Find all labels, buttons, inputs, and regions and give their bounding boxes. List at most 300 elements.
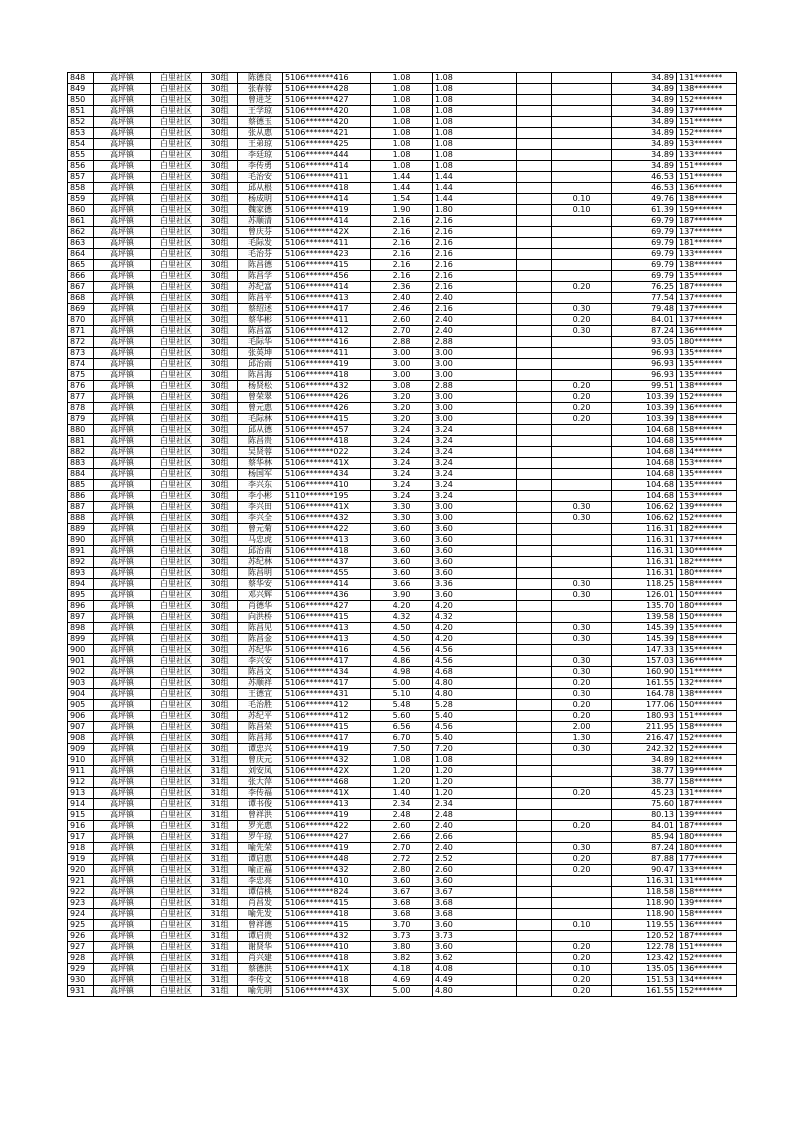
cell-area-b	[517, 161, 552, 172]
cell-name: 谭信桃	[238, 887, 283, 898]
cell-area-b	[517, 986, 552, 997]
cell-town: 高坪镇	[94, 128, 151, 139]
cell-town: 高坪镇	[94, 84, 151, 95]
cell-area-b	[517, 95, 552, 106]
cell-area-c	[552, 271, 612, 282]
cell-area-c	[552, 128, 612, 139]
cell-id-number: 5106*******448	[283, 854, 371, 865]
cell-phone: 182*******	[677, 524, 737, 535]
cell-group: 30组	[202, 150, 238, 161]
cell-group: 30组	[202, 326, 238, 337]
cell-row-index: 926	[68, 931, 94, 942]
cell-area-b	[517, 348, 552, 359]
cell-row-index: 851	[68, 106, 94, 117]
cell-area-a: 2.40	[433, 326, 517, 337]
table-row	[68, 183, 737, 194]
cell-area-a: 1.08	[433, 128, 517, 139]
cell-area-a: 3.60	[433, 524, 517, 535]
cell-area-a: 3.24	[433, 480, 517, 491]
cell-area-b	[517, 788, 552, 799]
cell-community: 白里社区	[151, 359, 202, 370]
cell-community: 白里社区	[151, 887, 202, 898]
cell-town: 高坪镇	[94, 150, 151, 161]
cell-total-area: 3.60	[371, 557, 433, 568]
cell-group: 30组	[202, 425, 238, 436]
cell-amount: 80.13	[612, 810, 677, 821]
cell-area-c	[552, 601, 612, 612]
cell-phone: 135*******	[677, 370, 737, 381]
cell-area-b	[517, 392, 552, 403]
cell-total-area: 3.24	[371, 480, 433, 491]
cell-town: 高坪镇	[94, 568, 151, 579]
cell-community: 白里社区	[151, 612, 202, 623]
table-row	[68, 623, 737, 634]
cell-phone: 139*******	[677, 898, 737, 909]
table-row	[68, 634, 737, 645]
cell-town: 高坪镇	[94, 161, 151, 172]
cell-amount: 87.88	[612, 854, 677, 865]
cell-phone: 135*******	[677, 645, 737, 656]
cell-town: 高坪镇	[94, 194, 151, 205]
cell-community: 白里社区	[151, 909, 202, 920]
cell-group: 30组	[202, 469, 238, 480]
table-row	[68, 447, 737, 458]
cell-amount: 69.79	[612, 238, 677, 249]
table-row	[68, 689, 737, 700]
cell-group: 30组	[202, 502, 238, 513]
cell-group: 30组	[202, 337, 238, 348]
cell-phone: 152*******	[677, 513, 737, 524]
cell-area-a: 2.40	[433, 293, 517, 304]
cell-area-b	[517, 205, 552, 216]
cell-row-index: 895	[68, 590, 94, 601]
cell-area-b	[517, 722, 552, 733]
cell-row-index: 909	[68, 744, 94, 755]
cell-community: 白里社区	[151, 876, 202, 887]
table-row	[68, 414, 737, 425]
cell-amount: 116.31	[612, 535, 677, 546]
cell-name: 陈昌明	[238, 568, 283, 579]
cell-id-number: 5106*******415	[283, 612, 371, 623]
cell-row-index: 889	[68, 524, 94, 535]
cell-name: 苏纪平	[238, 711, 283, 722]
cell-amount: 96.93	[612, 359, 677, 370]
cell-community: 白里社区	[151, 942, 202, 953]
cell-row-index: 892	[68, 557, 94, 568]
cell-town: 高坪镇	[94, 865, 151, 876]
cell-row-index: 906	[68, 711, 94, 722]
cell-community: 白里社区	[151, 535, 202, 546]
cell-phone: 151*******	[677, 942, 737, 953]
cell-amount: 104.68	[612, 436, 677, 447]
cell-name: 魏家德	[238, 205, 283, 216]
cell-total-area: 1.08	[371, 73, 433, 84]
cell-id-number: 5106*******411	[283, 315, 371, 326]
cell-area-c	[552, 524, 612, 535]
cell-row-index: 880	[68, 425, 94, 436]
cell-total-area: 4.69	[371, 975, 433, 986]
table-row	[68, 953, 737, 964]
cell-group: 30组	[202, 568, 238, 579]
cell-area-b	[517, 667, 552, 678]
cell-area-a: 2.88	[433, 381, 517, 392]
table-row	[68, 73, 737, 84]
cell-group: 30组	[202, 227, 238, 238]
cell-row-index: 855	[68, 150, 94, 161]
cell-phone: 139*******	[677, 766, 737, 777]
cell-town: 高坪镇	[94, 942, 151, 953]
cell-area-c	[552, 810, 612, 821]
cell-amount: 34.89	[612, 106, 677, 117]
cell-total-area: 2.16	[371, 249, 433, 260]
cell-name: 邱从德	[238, 425, 283, 436]
cell-town: 高坪镇	[94, 238, 151, 249]
cell-phone: 136*******	[677, 326, 737, 337]
cell-amount: 145.39	[612, 634, 677, 645]
cell-area-a: 4.56	[433, 645, 517, 656]
cell-name: 陈昌富	[238, 326, 283, 337]
cell-row-index: 928	[68, 953, 94, 964]
cell-amount: 79.48	[612, 304, 677, 315]
cell-area-a: 1.44	[433, 172, 517, 183]
cell-area-a: 5.40	[433, 711, 517, 722]
cell-community: 白里社区	[151, 953, 202, 964]
cell-name: 毛际发	[238, 238, 283, 249]
cell-row-index: 850	[68, 95, 94, 106]
cell-area-b	[517, 799, 552, 810]
cell-id-number: 5106*******416	[283, 645, 371, 656]
cell-id-number: 5106*******432	[283, 513, 371, 524]
cell-town: 高坪镇	[94, 887, 151, 898]
cell-area-a: 4.68	[433, 667, 517, 678]
cell-row-index: 856	[68, 161, 94, 172]
cell-group: 31组	[202, 766, 238, 777]
table-row	[68, 711, 737, 722]
table-row	[68, 601, 737, 612]
cell-amount: 34.89	[612, 95, 677, 106]
cell-town: 高坪镇	[94, 700, 151, 711]
cell-group: 31组	[202, 920, 238, 931]
cell-id-number: 5106*******42X	[283, 227, 371, 238]
cell-area-b	[517, 656, 552, 667]
cell-community: 白里社区	[151, 755, 202, 766]
cell-group: 30组	[202, 700, 238, 711]
cell-name: 曾庆元	[238, 755, 283, 766]
cell-total-area: 1.08	[371, 161, 433, 172]
table-row	[68, 777, 737, 788]
cell-phone: 133*******	[677, 865, 737, 876]
cell-phone: 151*******	[677, 667, 737, 678]
cell-community: 白里社区	[151, 975, 202, 986]
cell-area-c	[552, 370, 612, 381]
table-row	[68, 117, 737, 128]
cell-area-b	[517, 436, 552, 447]
cell-name: 毛治芬	[238, 249, 283, 260]
cell-town: 高坪镇	[94, 612, 151, 623]
cell-name: 肖昌发	[238, 898, 283, 909]
cell-community: 白里社区	[151, 854, 202, 865]
cell-row-index: 888	[68, 513, 94, 524]
cell-community: 白里社区	[151, 678, 202, 689]
cell-town: 高坪镇	[94, 293, 151, 304]
cell-row-index: 886	[68, 491, 94, 502]
cell-id-number: 5106*******420	[283, 117, 371, 128]
cell-group: 30组	[202, 546, 238, 557]
cell-area-a: 2.34	[433, 799, 517, 810]
cell-amount: 177.06	[612, 700, 677, 711]
cell-area-b	[517, 744, 552, 755]
cell-town: 高坪镇	[94, 447, 151, 458]
cell-amount: 69.79	[612, 260, 677, 271]
cell-area-c	[552, 568, 612, 579]
cell-area-c: 0.20	[552, 282, 612, 293]
cell-name: 喻先明	[238, 986, 283, 997]
cell-town: 高坪镇	[94, 788, 151, 799]
cell-id-number: 5106*******432	[283, 755, 371, 766]
cell-id-number: 5106*******419	[283, 359, 371, 370]
cell-area-b	[517, 711, 552, 722]
cell-row-index: 858	[68, 183, 94, 194]
cell-phone: 137*******	[677, 293, 737, 304]
table-row	[68, 876, 737, 887]
cell-group: 30组	[202, 711, 238, 722]
cell-town: 高坪镇	[94, 73, 151, 84]
cell-area-a: 3.60	[433, 546, 517, 557]
cell-area-a: 2.16	[433, 260, 517, 271]
cell-phone: 151*******	[677, 161, 737, 172]
cell-total-area: 2.48	[371, 810, 433, 821]
cell-amount: 180.93	[612, 711, 677, 722]
cell-community: 白里社区	[151, 260, 202, 271]
cell-id-number: 5106*******427	[283, 832, 371, 843]
cell-community: 白里社区	[151, 810, 202, 821]
cell-town: 高坪镇	[94, 722, 151, 733]
cell-total-area: 2.40	[371, 293, 433, 304]
cell-town: 高坪镇	[94, 546, 151, 557]
cell-area-b	[517, 920, 552, 931]
cell-phone: 150*******	[677, 612, 737, 623]
cell-name: 李小彬	[238, 491, 283, 502]
cell-town: 高坪镇	[94, 667, 151, 678]
cell-group: 30组	[202, 491, 238, 502]
cell-area-b	[517, 964, 552, 975]
cell-group: 30组	[202, 238, 238, 249]
table-row	[68, 249, 737, 260]
cell-amount: 120.52	[612, 931, 677, 942]
cell-community: 白里社区	[151, 381, 202, 392]
cell-area-b	[517, 227, 552, 238]
cell-amount: 118.25	[612, 579, 677, 590]
cell-id-number: 5106*******420	[283, 106, 371, 117]
cell-group: 30组	[202, 656, 238, 667]
cell-amount: 116.31	[612, 557, 677, 568]
cell-area-a: 1.08	[433, 73, 517, 84]
cell-area-b	[517, 821, 552, 832]
cell-area-b	[517, 854, 552, 865]
cell-area-c: 0.30	[552, 843, 612, 854]
table-row	[68, 238, 737, 249]
cell-name: 李传福	[238, 788, 283, 799]
table-row	[68, 128, 737, 139]
cell-group: 30组	[202, 612, 238, 623]
cell-id-number: 5106*******414	[283, 282, 371, 293]
cell-group: 30组	[202, 623, 238, 634]
table-row	[68, 359, 737, 370]
cell-amount: 61.39	[612, 205, 677, 216]
table-row	[68, 964, 737, 975]
cell-name: 谢贤华	[238, 942, 283, 953]
cell-total-area: 3.60	[371, 524, 433, 535]
cell-amount: 69.79	[612, 227, 677, 238]
cell-phone: 150*******	[677, 590, 737, 601]
cell-amount: 145.39	[612, 623, 677, 634]
cell-name: 苏顺祥	[238, 678, 283, 689]
cell-amount: 151.53	[612, 975, 677, 986]
cell-area-a: 4.08	[433, 964, 517, 975]
cell-id-number: 5106*******418	[283, 183, 371, 194]
table-row	[68, 436, 737, 447]
cell-name: 陈昌金	[238, 634, 283, 645]
cell-community: 白里社区	[151, 590, 202, 601]
cell-area-a: 3.00	[433, 414, 517, 425]
cell-area-b	[517, 535, 552, 546]
cell-id-number: 5106*******410	[283, 876, 371, 887]
cell-id-number: 5106*******455	[283, 568, 371, 579]
table-row	[68, 766, 737, 777]
cell-amount: 116.31	[612, 568, 677, 579]
cell-phone: 151*******	[677, 711, 737, 722]
cell-id-number: 5106*******468	[283, 777, 371, 788]
cell-name: 李忠亮	[238, 876, 283, 887]
cell-row-index: 874	[68, 359, 94, 370]
cell-row-index: 912	[68, 777, 94, 788]
cell-area-c	[552, 172, 612, 183]
table-row	[68, 161, 737, 172]
cell-area-c: 0.10	[552, 205, 612, 216]
cell-id-number: 5106*******421	[283, 128, 371, 139]
cell-area-a: 2.48	[433, 810, 517, 821]
cell-total-area: 3.60	[371, 546, 433, 557]
cell-area-c: 0.30	[552, 689, 612, 700]
cell-area-c: 0.20	[552, 711, 612, 722]
cell-area-a: 3.24	[433, 447, 517, 458]
cell-phone: 134*******	[677, 975, 737, 986]
cell-community: 白里社区	[151, 568, 202, 579]
cell-area-b	[517, 414, 552, 425]
cell-community: 白里社区	[151, 73, 202, 84]
cell-phone: 136*******	[677, 183, 737, 194]
cell-row-index: 853	[68, 128, 94, 139]
cell-group: 31组	[202, 788, 238, 799]
cell-row-index: 864	[68, 249, 94, 260]
cell-row-index: 896	[68, 601, 94, 612]
cell-area-b	[517, 469, 552, 480]
cell-total-area: 4.50	[371, 623, 433, 634]
table-row	[68, 854, 737, 865]
cell-community: 白里社区	[151, 502, 202, 513]
table-row	[68, 920, 737, 931]
cell-total-area: 3.82	[371, 953, 433, 964]
cell-town: 高坪镇	[94, 183, 151, 194]
cell-group: 30组	[202, 678, 238, 689]
cell-row-index: 857	[68, 172, 94, 183]
cell-area-a: 3.00	[433, 370, 517, 381]
cell-total-area: 3.24	[371, 425, 433, 436]
cell-community: 白里社区	[151, 546, 202, 557]
cell-phone: 138*******	[677, 381, 737, 392]
table-row	[68, 348, 737, 359]
cell-id-number: 5106*******418	[283, 909, 371, 920]
cell-area-a: 3.62	[433, 953, 517, 964]
cell-community: 白里社区	[151, 172, 202, 183]
cell-phone: 158*******	[677, 579, 737, 590]
cell-group: 31组	[202, 887, 238, 898]
cell-area-c	[552, 139, 612, 150]
cell-group: 31组	[202, 799, 238, 810]
cell-area-b	[517, 304, 552, 315]
cell-area-b	[517, 557, 552, 568]
cell-name: 张从惠	[238, 128, 283, 139]
cell-community: 白里社区	[151, 656, 202, 667]
cell-area-b	[517, 150, 552, 161]
cell-total-area: 3.30	[371, 502, 433, 513]
cell-id-number: 5106*******427	[283, 95, 371, 106]
cell-name: 苏纪华	[238, 645, 283, 656]
cell-amount: 104.68	[612, 447, 677, 458]
table-row	[68, 502, 737, 513]
cell-id-number: 5106*******417	[283, 733, 371, 744]
cell-row-index: 924	[68, 909, 94, 920]
cell-area-b	[517, 909, 552, 920]
cell-area-a: 3.60	[433, 535, 517, 546]
cell-town: 高坪镇	[94, 810, 151, 821]
cell-total-area: 1.20	[371, 777, 433, 788]
cell-id-number: 5106*******824	[283, 887, 371, 898]
cell-amount: 34.89	[612, 84, 677, 95]
cell-name: 曾元菊	[238, 524, 283, 535]
cell-area-c	[552, 293, 612, 304]
cell-name: 苏顺清	[238, 216, 283, 227]
cell-community: 白里社区	[151, 634, 202, 645]
cell-row-index: 862	[68, 227, 94, 238]
cell-row-index: 914	[68, 799, 94, 810]
cell-community: 白里社区	[151, 491, 202, 502]
cell-community: 白里社区	[151, 348, 202, 359]
data-table	[67, 72, 737, 997]
cell-town: 高坪镇	[94, 249, 151, 260]
cell-amount: 242.32	[612, 744, 677, 755]
cell-area-c: 0.20	[552, 975, 612, 986]
table-row	[68, 326, 737, 337]
cell-community: 白里社区	[151, 733, 202, 744]
cell-row-index: 859	[68, 194, 94, 205]
cell-phone: 152*******	[677, 128, 737, 139]
cell-name: 邓兴辉	[238, 590, 283, 601]
cell-total-area: 3.60	[371, 535, 433, 546]
cell-id-number: 5106*******414	[283, 161, 371, 172]
cell-group: 31组	[202, 931, 238, 942]
cell-total-area: 3.24	[371, 436, 433, 447]
table-row	[68, 557, 737, 568]
cell-name: 吴贤蓉	[238, 447, 283, 458]
cell-total-area: 4.86	[371, 656, 433, 667]
cell-group: 30组	[202, 381, 238, 392]
cell-area-a: 2.40	[433, 315, 517, 326]
cell-town: 高坪镇	[94, 315, 151, 326]
cell-total-area: 2.70	[371, 326, 433, 337]
cell-name: 陈昌德	[238, 260, 283, 271]
cell-group: 30组	[202, 579, 238, 590]
